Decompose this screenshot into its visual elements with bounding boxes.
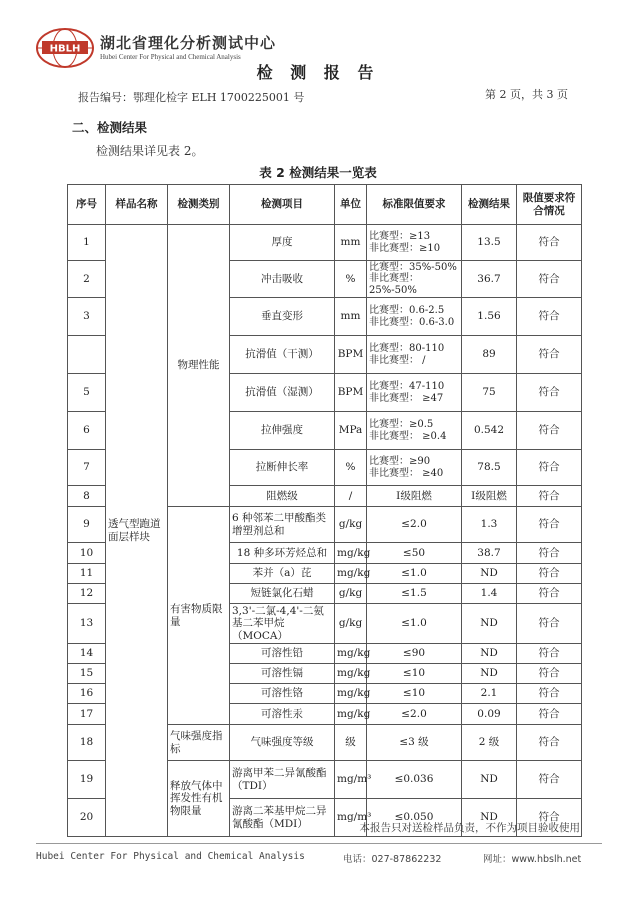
conformity: 符合: [517, 374, 582, 412]
test-result: 38.7: [462, 543, 517, 564]
conformity: 符合: [517, 761, 582, 799]
row-number: 9: [68, 507, 106, 543]
row-number: 17: [68, 704, 106, 725]
table-title: 表 2 检测结果一览表: [259, 165, 377, 180]
test-result: 75: [462, 374, 517, 412]
document-title: 检 测 报 告: [256, 63, 380, 82]
row-number: 18: [68, 725, 106, 761]
footer-telephone: 电话：027-87862232: [343, 854, 442, 865]
header-cell: 检测项目: [230, 185, 335, 225]
test-result: 0.09: [462, 704, 517, 725]
row-number: 8: [68, 486, 106, 507]
test-result: ND: [462, 799, 517, 837]
header-cell: 检测结果: [462, 185, 517, 225]
row-number: 19: [68, 761, 106, 799]
test-result: 78.5: [462, 450, 517, 486]
unit: 级: [335, 725, 367, 761]
category-odor: 气味强度指标: [168, 725, 230, 761]
test-item: 厚度: [230, 225, 335, 261]
test-result: ND: [462, 644, 517, 664]
test-item: 可溶性镉: [230, 664, 335, 684]
conformity: 符合: [517, 799, 582, 837]
unit: /: [335, 486, 367, 507]
row-number: [68, 336, 106, 374]
row-number: 12: [68, 584, 106, 604]
standard-limit: 比赛型：≥13 非比赛型：≥10: [367, 225, 462, 261]
header-cell: 序号: [68, 185, 106, 225]
row-number: 1: [68, 225, 106, 261]
row-number: 3: [68, 298, 106, 336]
test-item: 苯并（a）芘: [230, 564, 335, 584]
unit: mm: [335, 298, 367, 336]
conformity: 符合: [517, 684, 582, 704]
footer-website: 网址：www.hbslh.net: [483, 854, 582, 865]
category-physical: 物理性能: [168, 225, 230, 507]
test-result: 13.5: [462, 225, 517, 261]
unit: g/kg: [335, 604, 367, 644]
unit: mg/kg: [335, 704, 367, 725]
header-cell: 样品名称: [106, 185, 168, 225]
row-number: 6: [68, 412, 106, 450]
standard-limit: ≤1.0: [367, 564, 462, 584]
row-number: 16: [68, 684, 106, 704]
test-item: 拉伸强度: [230, 412, 335, 450]
standard-limit: 比赛型：0.6-2.5 非比赛型：0.6-3.0: [367, 298, 462, 336]
conformity: 符合: [517, 604, 582, 644]
conformity: 符合: [517, 564, 582, 584]
test-item: 可溶性铬: [230, 684, 335, 704]
test-item: 可溶性铅: [230, 644, 335, 664]
row-number: 13: [68, 604, 106, 644]
conformity: 符合: [517, 507, 582, 543]
standard-limit: ≤1.5: [367, 584, 462, 604]
conformity: 符合: [517, 261, 582, 298]
test-item: 抗滑值（干测）: [230, 336, 335, 374]
org-name-en: Hubei Center For Physical and Chemical Analysis: [100, 53, 241, 61]
header-cell: 单位: [335, 185, 367, 225]
row-number: 2: [68, 261, 106, 298]
test-item: 游离甲苯二异氰酸酯（TDI）: [230, 761, 335, 799]
unit: %: [335, 261, 367, 298]
org-name-cn: 湖北省理化分析测试中心: [100, 34, 277, 52]
unit: BPM: [335, 336, 367, 374]
footer-org-name: Hubei Center For Physical and Chemical Analysis: [36, 851, 305, 862]
conformity: 符合: [517, 644, 582, 664]
test-result: 1.4: [462, 584, 517, 604]
section-body: 检测结果详见表 2。: [96, 144, 204, 158]
unit: g/kg: [335, 507, 367, 543]
header-cell: 检测类别: [168, 185, 230, 225]
standard-limit: ≤10: [367, 664, 462, 684]
table-row: [68, 225, 582, 261]
test-item: 阻燃级: [230, 486, 335, 507]
category-harmful: 有害物质限量: [168, 507, 230, 725]
conformity: 符合: [517, 584, 582, 604]
page-number: 第 2 页，共 3 页: [485, 88, 568, 101]
test-item: 气味强度等级: [230, 725, 335, 761]
standard-limit: ≤1.0: [367, 604, 462, 644]
conformity: 符合: [517, 412, 582, 450]
test-result: 0.542: [462, 412, 517, 450]
test-item: 6 种邻苯二甲酸酯类增塑剂总和: [230, 507, 335, 543]
test-result: ND: [462, 761, 517, 799]
test-result: Ⅰ级阻燃: [462, 486, 517, 507]
row-number: 20: [68, 799, 106, 837]
test-item: 游离二苯基甲烷二异氰酸酯（MDI）: [230, 799, 335, 837]
test-item: 短链氯化石蜡: [230, 584, 335, 604]
test-item: 3,3'-二氯-4,4'-二氨基二苯甲烷（MOCA）: [230, 604, 335, 644]
report-number: 报告编号：鄂理化检字 ELH 1700225001 号: [78, 91, 305, 104]
unit: g/kg: [335, 584, 367, 604]
conformity: 符合: [517, 336, 582, 374]
conformity: 符合: [517, 664, 582, 684]
results-table: [67, 184, 582, 837]
unit: mg/kg: [335, 664, 367, 684]
header-cell: 标准限值要求: [367, 185, 462, 225]
standard-limit: ≤50: [367, 543, 462, 564]
conformity: 符合: [517, 450, 582, 486]
test-result: 36.7: [462, 261, 517, 298]
test-result: ND: [462, 664, 517, 684]
unit: mg/kg: [335, 684, 367, 704]
test-result: ND: [462, 604, 517, 644]
row-number: 7: [68, 450, 106, 486]
standard-limit: 比赛型：≥0.5 非比赛型： ≥0.4: [367, 412, 462, 450]
unit: mg/m³: [335, 799, 367, 837]
standard-limit: Ⅰ级阻燃: [367, 486, 462, 507]
test-result: 2.1: [462, 684, 517, 704]
unit: MPa: [335, 412, 367, 450]
conformity: 符合: [517, 704, 582, 725]
row-number: 10: [68, 543, 106, 564]
standard-limit: ≤3 级: [367, 725, 462, 761]
test-result: ND: [462, 564, 517, 584]
unit: mm: [335, 225, 367, 261]
unit: BPM: [335, 374, 367, 412]
standard-limit: ≤0.050: [367, 799, 462, 837]
conformity: 符合: [517, 298, 582, 336]
conformity: 符合: [517, 225, 582, 261]
disclaimer-note: 本报告只对送检样品负责，不作为项目验收使用: [359, 822, 580, 834]
standard-limit: ≤0.036: [367, 761, 462, 799]
row-number: 15: [68, 664, 106, 684]
conformity: 符合: [517, 543, 582, 564]
unit: mg/kg: [335, 644, 367, 664]
unit: mg/kg: [335, 564, 367, 584]
row-number: 5: [68, 374, 106, 412]
standard-limit: 比赛型：≥90 非比赛型： ≥40: [367, 450, 462, 486]
table-header-row: [68, 185, 582, 225]
standard-limit: ≤10: [367, 684, 462, 704]
standard-limit: 比赛型：80-110 非比赛型： /: [367, 336, 462, 374]
standard-limit: ≤2.0: [367, 507, 462, 543]
test-result: 89: [462, 336, 517, 374]
standard-limit: ≤90: [367, 644, 462, 664]
standard-limit: 比赛型：35%-50% 非比赛型：25%-50%: [367, 261, 462, 298]
section-heading: 二、检测结果: [72, 120, 148, 135]
sample-name: 透气型跑道面层样块: [106, 225, 168, 837]
unit: %: [335, 450, 367, 486]
test-item: 垂直变形: [230, 298, 335, 336]
conformity: 符合: [517, 725, 582, 761]
standard-limit: ≤2.0: [367, 704, 462, 725]
category-voc: 释放气体中挥发性有机物限量: [168, 761, 230, 837]
test-item: 18 种多环芳烃总和: [230, 543, 335, 564]
test-item: 冲击吸收: [230, 261, 335, 298]
test-result: 1.56: [462, 298, 517, 336]
test-item: 拉断伸长率: [230, 450, 335, 486]
unit: mg/kg: [335, 543, 367, 564]
conformity: 符合: [517, 486, 582, 507]
logo-text: HBLH: [49, 43, 81, 55]
row-number: 14: [68, 644, 106, 664]
standard-limit: 比赛型：47-110 非比赛型： ≥47: [367, 374, 462, 412]
header-cell: 限值要求符合情况: [517, 185, 582, 225]
unit: mg/m³: [335, 761, 367, 799]
test-result: 1.3: [462, 507, 517, 543]
test-result: 2 级: [462, 725, 517, 761]
test-item: 可溶性汞: [230, 704, 335, 725]
row-number: 11: [68, 564, 106, 584]
footer-divider: [36, 843, 602, 844]
test-item: 抗滑值（湿测）: [230, 374, 335, 412]
